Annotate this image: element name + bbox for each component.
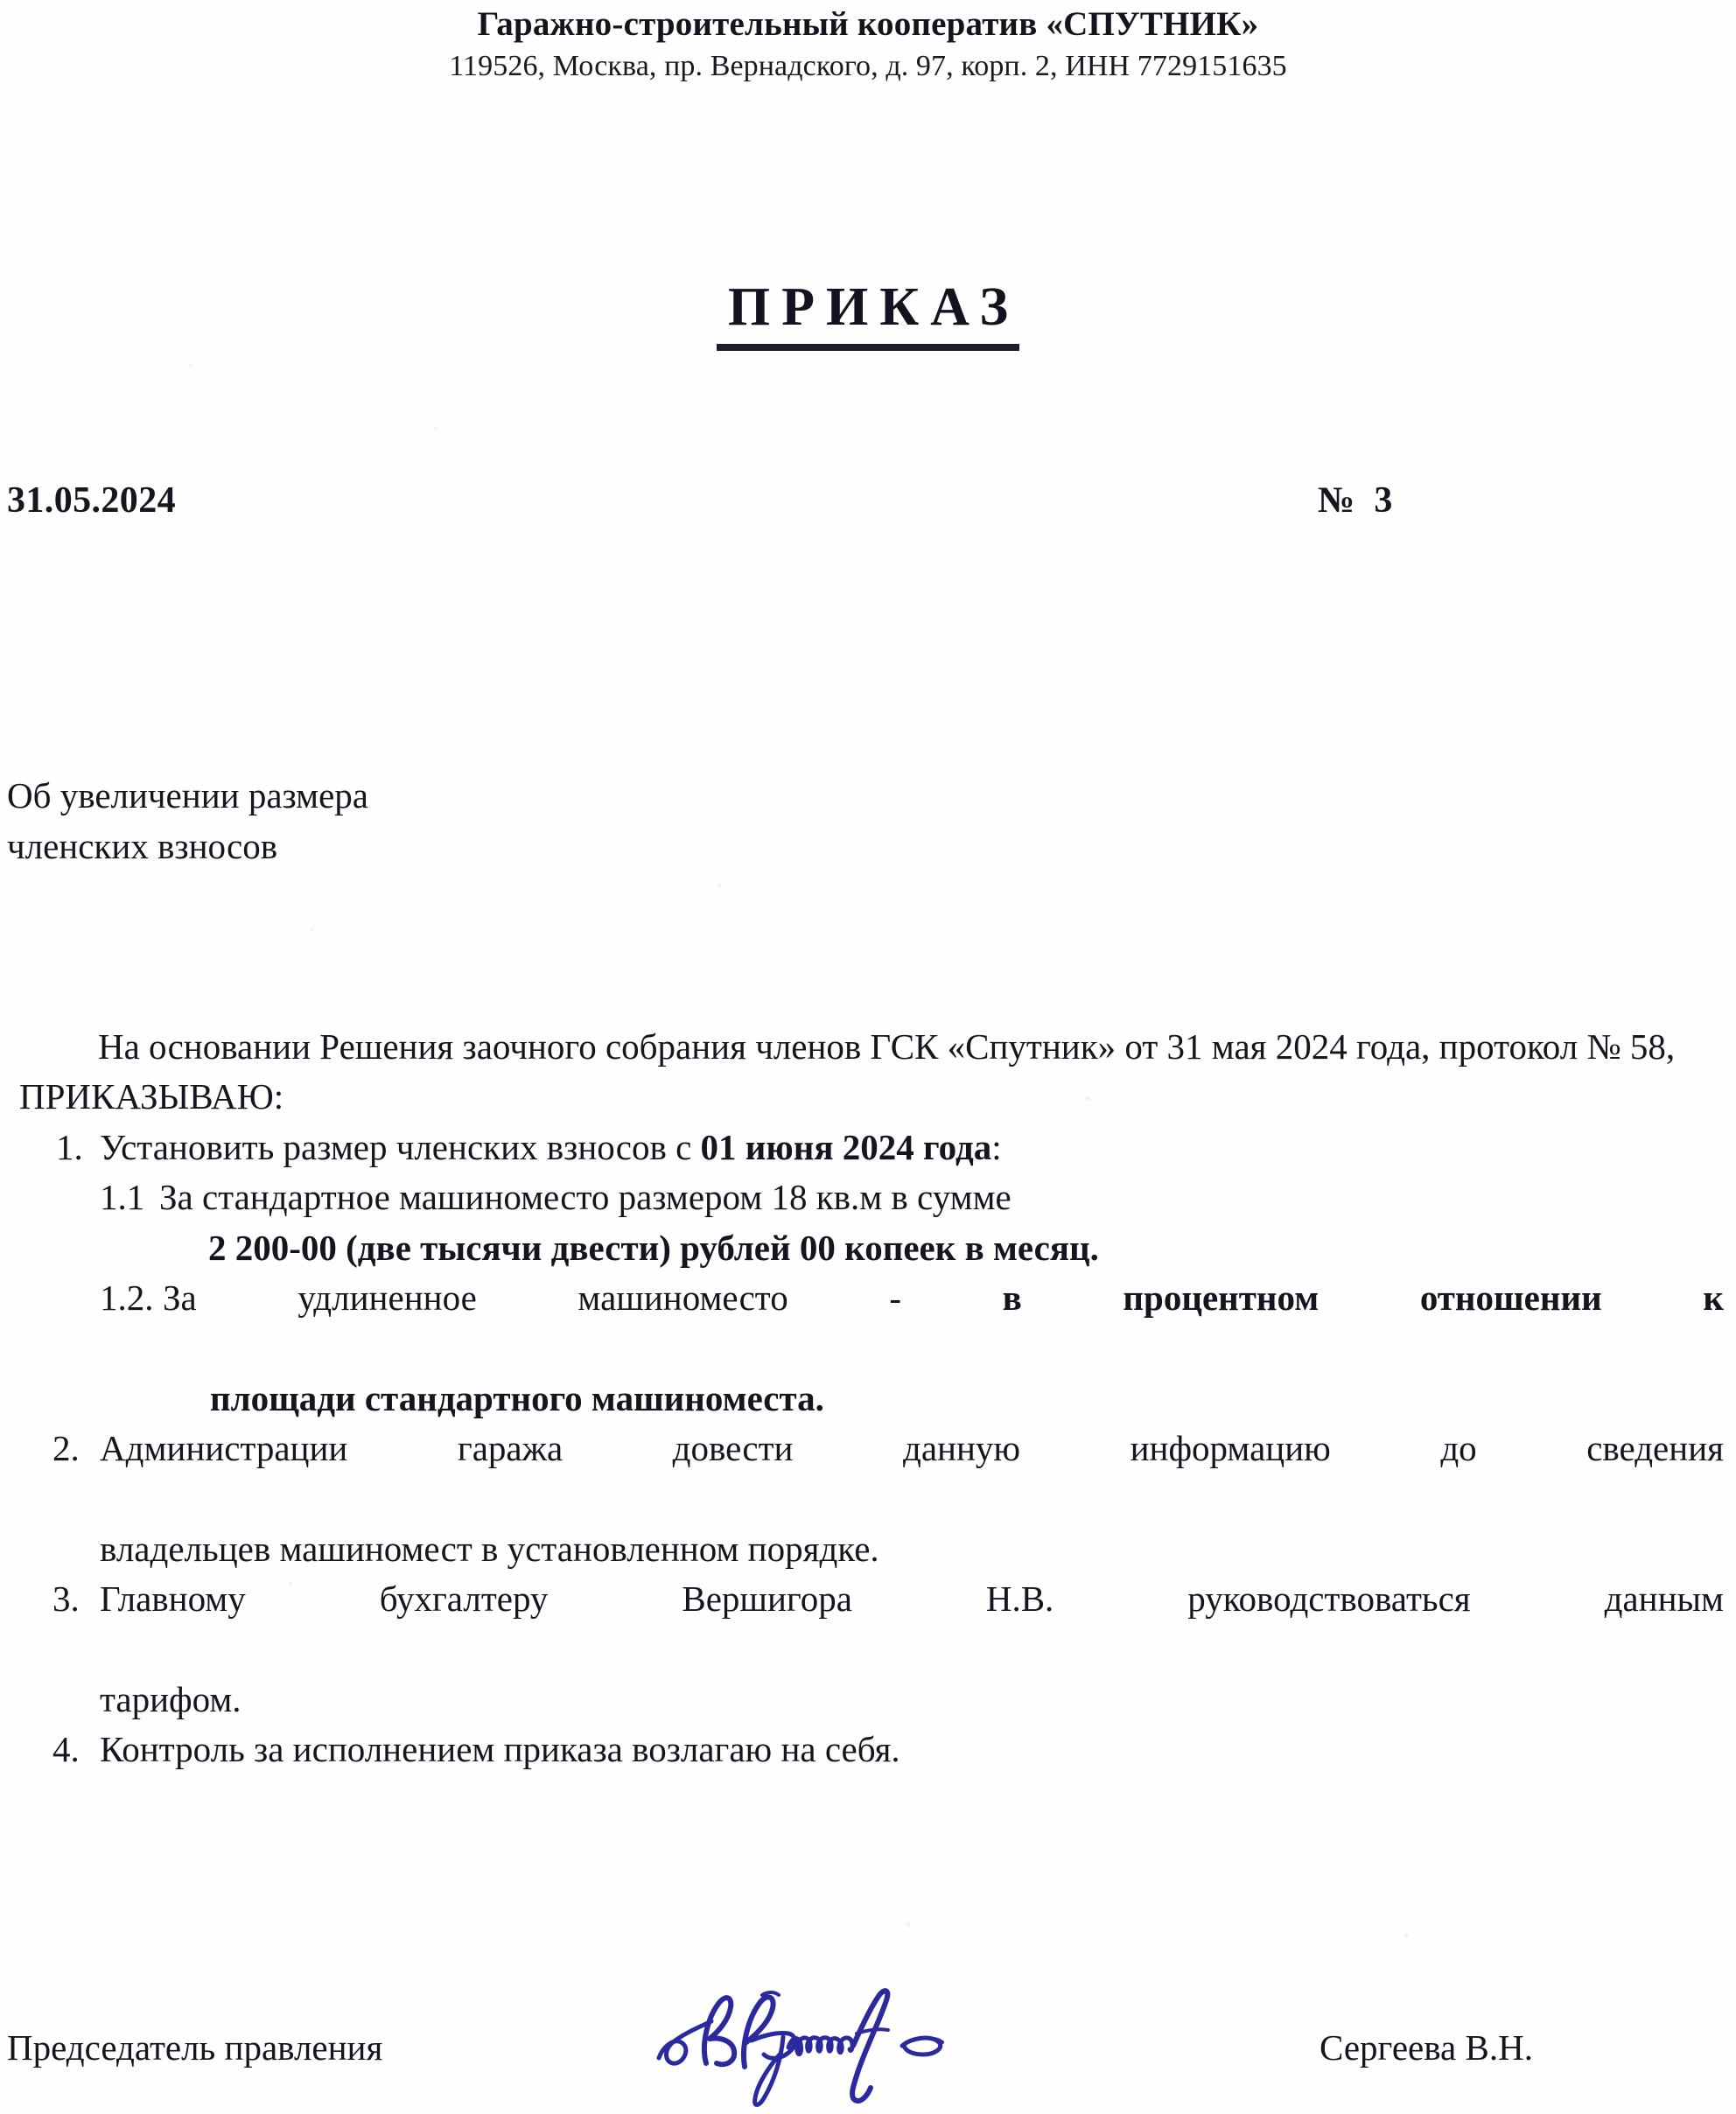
order-item-1-text-after: :: [991, 1126, 1002, 1167]
order-item-4-marker: 4.: [52, 1729, 80, 1770]
order-item-1-bold-date: 01 июня 2024 года: [700, 1126, 992, 1167]
handwritten-signature-icon: [650, 1983, 1026, 2114]
document-number: № 3: [1318, 480, 1393, 521]
organization-name: Гаражно-строительный кооператив «СПУТНИК»: [477, 5, 1259, 43]
document-meta-row: [7, 480, 1729, 532]
order-subitem-1-2-marker: 1.2.: [100, 1277, 154, 1318]
signer-position-title: Председатель правления: [7, 2027, 383, 2068]
order-item-4: [7, 1725, 1724, 1774]
scan-speck: [906, 1922, 911, 1927]
document-subject: [7, 770, 672, 872]
order-item-3-line-1: Главному бухгалтеру Вершигора Н.В. руководствоваться данным: [100, 1578, 1724, 1620]
order-item-3-marker: 3.: [52, 1578, 80, 1620]
order-item-1-text-before: Установить размер членских взносов с: [100, 1126, 701, 1167]
order-item-1-marker: 1.: [56, 1126, 83, 1167]
subject-line-1: Об увеличении размера: [7, 775, 368, 816]
scan-speck: [718, 884, 722, 887]
page-title: ПРИКАЗ: [717, 276, 1019, 351]
scan-speck: [1404, 1934, 1409, 1938]
order-subitem-1-2-bold-2: площади стандартного машиноместа.: [210, 1377, 824, 1418]
amount-tail: .: [1089, 1227, 1099, 1268]
order-item-2-marker: 2.: [52, 1428, 80, 1469]
order-item-2-line-2: владельцев машиномест в установленном порядке.: [100, 1528, 879, 1569]
order-items-list: [7, 1123, 1724, 1775]
order-item-3-line-2: тарифом.: [100, 1679, 242, 1720]
organization-address: 119526, Москва, пр. Вернадского, д. 97, корп. 2, ИНН 7729151635: [449, 49, 1287, 82]
scan-speck: [433, 426, 437, 430]
order-keyword: ПРИКАЗЫВАЮ:: [19, 1076, 284, 1117]
order-subitem-1-1-marker: 1.1: [100, 1177, 145, 1218]
order-item-2: [7, 1424, 1724, 1574]
order-item-3: [7, 1574, 1724, 1725]
amount-bold: 2 200-00 (две тысячи двести) рублей 00 копеек в месяц: [208, 1227, 1090, 1268]
order-subitem-1-2-bold-1: в процентном отношении к: [1002, 1277, 1724, 1318]
order-item-1: [7, 1123, 1724, 1424]
intro-paragraph: На основании Решения заочного собрания членов ГСК «Спутник» от 31 мая 2024 года, протокол № 58,: [98, 1026, 1676, 1067]
order-subitem-1-1-text: За стандартное машиноместо размером 18 кв.м в сумме: [159, 1177, 1012, 1218]
scan-speck: [188, 363, 192, 368]
order-item-2-line-1: Администрации гаража довести данную информацию до сведения: [100, 1428, 1724, 1469]
document-title-container: [0, 276, 1736, 351]
subject-line-2: членских взносов: [7, 826, 278, 867]
order-subitem-1-1-amount: [159, 1223, 1724, 1273]
order-item-4-line-1: Контроль за исполнением приказа возлагаю на себя.: [100, 1729, 900, 1770]
order-subitem-1-1: [100, 1172, 1724, 1273]
signer-name: Сергеева В.Н.: [1320, 2027, 1533, 2068]
order-subitem-1-2-text: За удлиненное машиноместо -: [163, 1277, 1003, 1318]
document-date: 31.05.2024: [7, 480, 176, 521]
order-subitems-list: [100, 1172, 1724, 1424]
document-body: [7, 1022, 1724, 1775]
scan-speck: [311, 928, 314, 931]
signature-block: [7, 2026, 1729, 2088]
organization-header: [0, 5, 1736, 84]
order-subitem-1-2: [100, 1273, 1724, 1424]
